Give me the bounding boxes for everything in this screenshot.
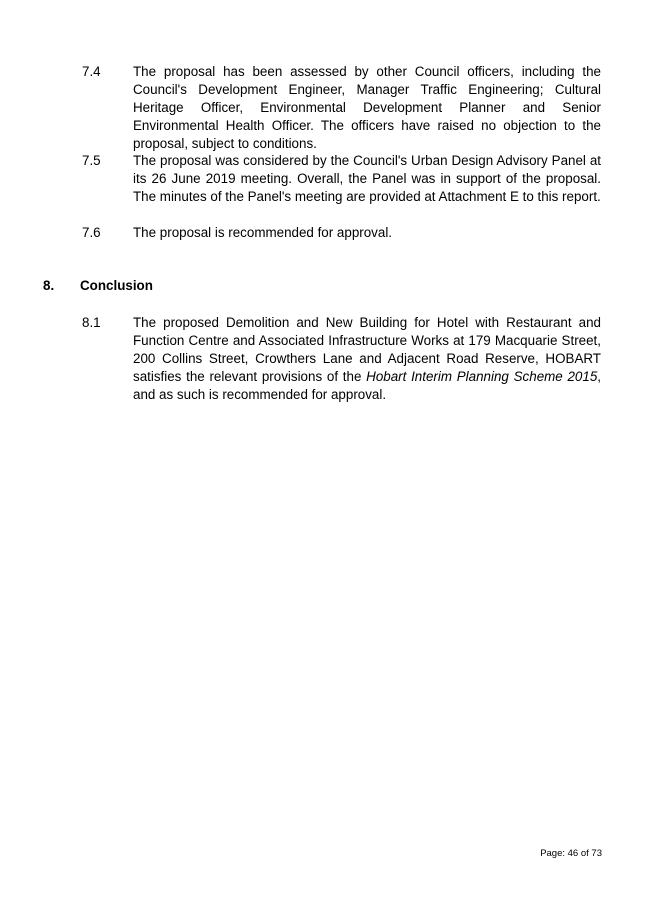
section-title: Conclusion [80,278,153,293]
paragraph-number: 7.4 [82,64,101,79]
paragraph-text: The proposal is recommended for approval. [133,225,393,240]
paragraph-text: The proposal was considered by the Council's Urban Design Advisory Panel at its 26 June 2019 meeting. Overall, the Panel was in support of the proposal. The minutes of the Panel's meeting are provided at Attachment E to this report. [133,153,601,204]
text-plain: The proposed Demolition and New Building for Hotel with Restaurant and Function Centre and Associated Infrastructure Works at 179 Macquarie Street, 200 Collins Street, Crowthers Lane and Adjacent Road Reserve, HOBART satisfies the relevant provisions of the [133,315,601,384]
paragraph-number: 7.5 [82,153,101,168]
paragraph-text: The proposal has been assessed by other Council officers, including the Council's Development Engineer, Manager Traffic Engineering; Cultural Heritage Officer, Environmental Development Planner and Senior Environmental Health Officer. The officers have raised no objection to the proposal, subject to conditions. [133,64,601,151]
text-plain: , and as such is recommended for approval. [133,369,602,402]
page-number-footer: Page: 46 of 73 [540,848,602,859]
paragraph-number: 8.1 [82,315,101,330]
paragraph-number: 7.6 [82,225,101,240]
paragraph-text [133,314,601,404]
scheme-title-italic: Hobart Interim Planning Scheme 2015 [366,369,598,384]
section-number: 8. [43,278,55,293]
